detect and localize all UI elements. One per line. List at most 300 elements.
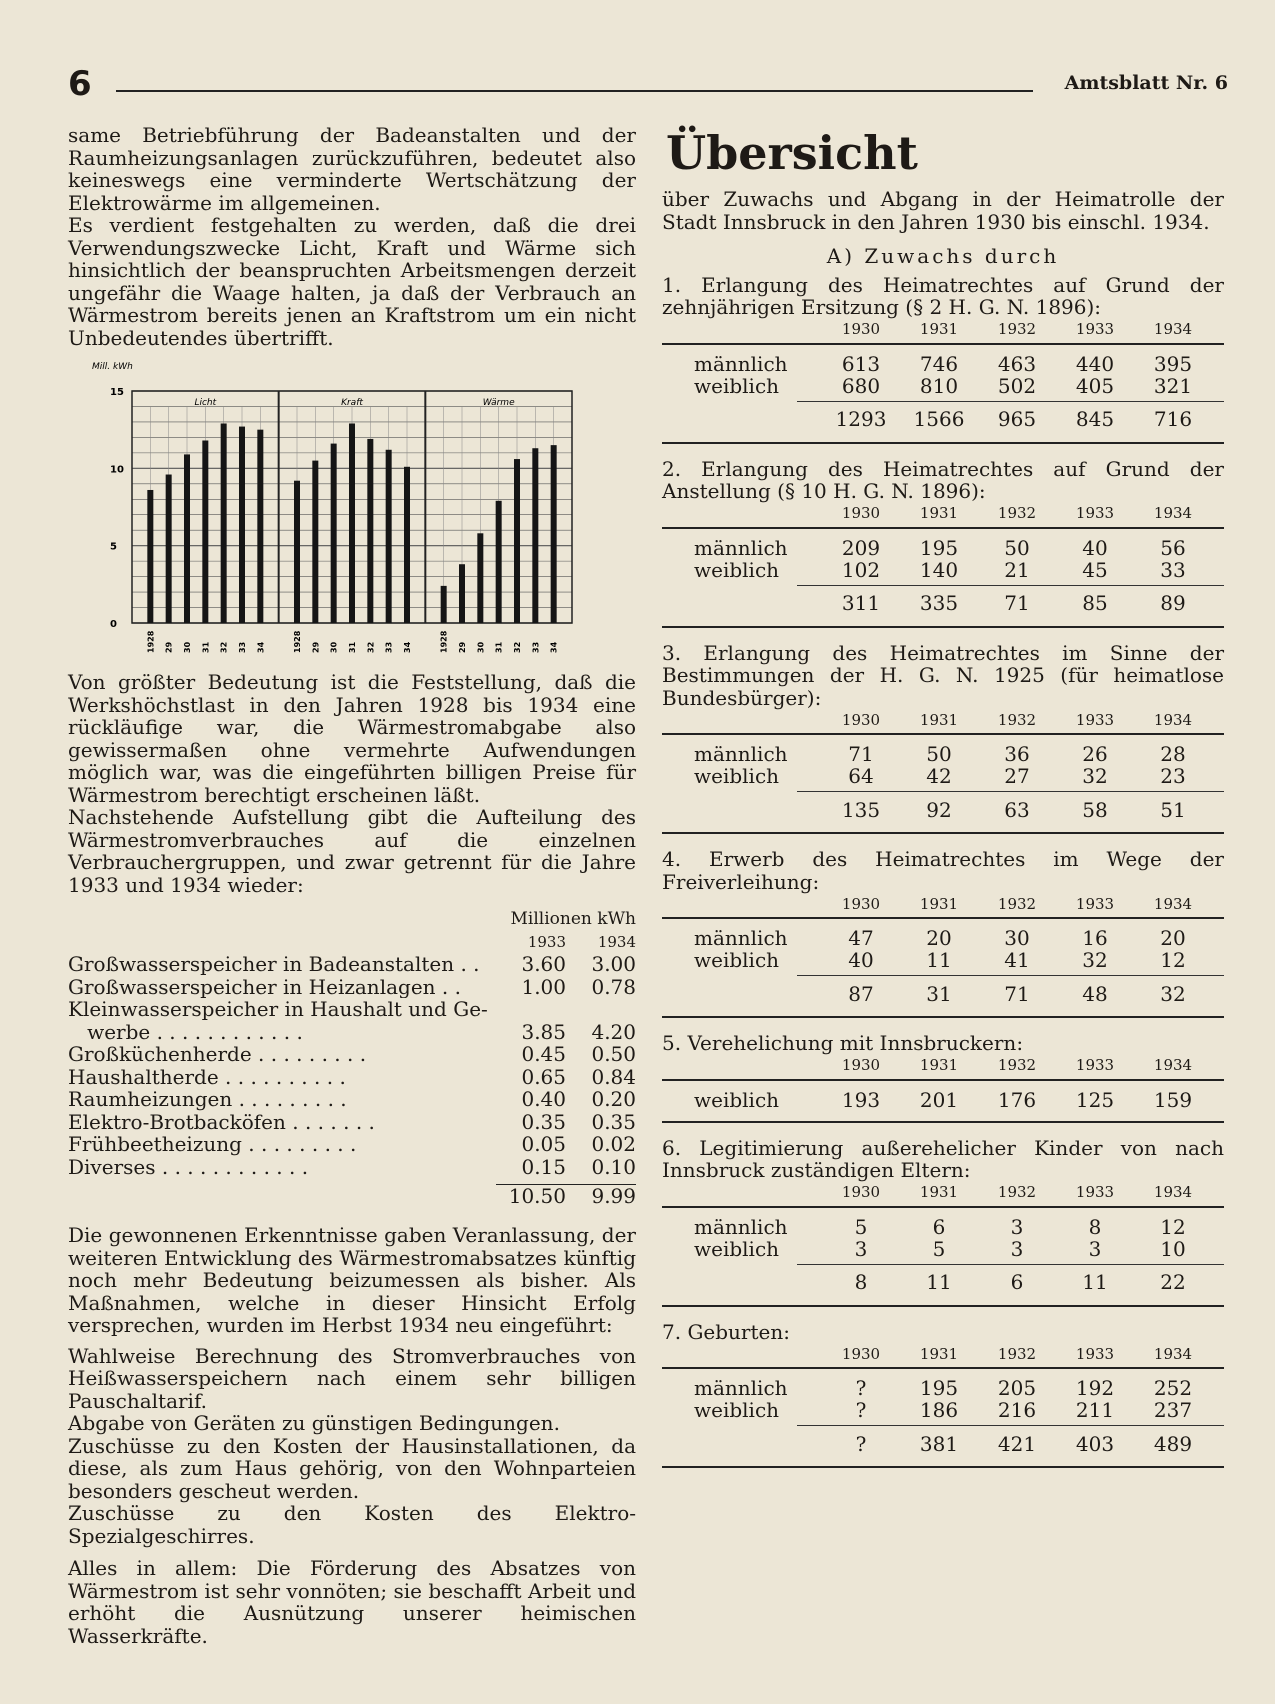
rule <box>797 401 1224 402</box>
paragraph: Nachstehende Aufstellung gibt die Aufteilung des Wärmestromverbrauches auf die einzelnen Verbrauchergruppen, und zwar getrennt für die Jahre 1933 und 1934 wieder: <box>68 805 636 897</box>
row-label: Großwasserspeicher in Badeanstalten . . <box>68 953 480 976</box>
value-cell: 502 <box>997 373 1037 398</box>
section-1 <box>662 274 1224 444</box>
value-cell: 195 <box>919 1376 959 1400</box>
row-label: weiblich <box>694 373 780 398</box>
row-label: weiblich <box>694 557 780 582</box>
value-cell: 26 <box>1082 742 1108 766</box>
row-label: werbe . . . . . . . . . . . . <box>68 1020 303 1043</box>
row-label: Raumheizungen . . . . . . . . . <box>68 1088 347 1111</box>
year-label: 1931 <box>919 894 959 913</box>
bar-Wärme-1928 <box>441 586 447 623</box>
year-label: 1934 <box>1153 1344 1193 1363</box>
value-cell: 20 <box>1160 926 1186 950</box>
y-tick-label: 10 <box>110 464 124 476</box>
value-cell: 40 <box>1082 535 1108 560</box>
total-1933: 10.50 <box>496 1184 566 1210</box>
value-cell: 186 <box>919 1398 959 1422</box>
paragraph: Zuschüsse zu den Kosten des Elektro-Spezialgeschirres. <box>68 1501 636 1548</box>
value-cell: 403 <box>1075 1431 1115 1456</box>
year-label: 1934 <box>1153 1183 1193 1202</box>
value-cell: 32 <box>1082 764 1108 788</box>
value-cell: 47 <box>848 926 874 950</box>
row-label: weiblich <box>694 1236 780 1261</box>
row-value <box>496 998 566 1021</box>
x-tick-label: 31 <box>494 641 504 653</box>
table-row <box>68 1043 636 1066</box>
value-cell: 3 <box>1088 1236 1102 1261</box>
x-tick-label: 1928 <box>146 630 156 653</box>
rule <box>662 733 1224 735</box>
section-a-heading: A) Zuwachs durch <box>826 244 1060 268</box>
value-cell: 28 <box>1160 742 1186 766</box>
section-separator <box>662 626 1224 628</box>
row-label: Frühbeetheizung . . . . . . . . . <box>68 1133 357 1156</box>
row-label: männlich <box>694 1376 788 1400</box>
rule <box>662 1367 1224 1369</box>
value-cell: 205 <box>997 1376 1037 1400</box>
value-cell: 3 <box>1010 1236 1024 1261</box>
value-cell: 50 <box>1004 535 1030 560</box>
year-label: 1932 <box>997 1056 1037 1075</box>
year-label: 1934 <box>1153 504 1193 523</box>
section-3 <box>662 642 1224 835</box>
year-label: 1930 <box>841 1056 881 1075</box>
value-cell: 193 <box>841 1087 881 1112</box>
paragraph: Es verdient festgehalten zu werden, daß die drei Verwendungszwecke Licht, Kraft und Wärme sich hinsichtlich der beanspruchten Arbeitsmengen derzeit ungefähr die Waage halten, ja daß der Verbrauch an Wärmestrom bereits jenen an Kraftstrom um ein nicht Unbedeutendes übertrifft. <box>68 213 636 350</box>
journal-name: Amtsblatt Nr. 6 <box>1064 72 1228 94</box>
year-label: 1932 <box>997 710 1037 729</box>
table-row <box>68 1066 636 1089</box>
consumption-rows <box>68 953 636 1178</box>
value-cell: 16 <box>1082 926 1108 950</box>
x-tick-label: 33 <box>384 641 394 653</box>
value-cell: 5 <box>854 1214 868 1239</box>
row-value: 1.00 <box>521 974 566 999</box>
x-tick-label: 34 <box>549 641 559 653</box>
x-tick-label: 29 <box>458 641 467 653</box>
section-7 <box>662 1321 1224 1469</box>
value-cell: 87 <box>848 981 874 1006</box>
year-header <box>662 893 1224 915</box>
year-label: 1930 <box>841 710 881 729</box>
year-label: 1934 <box>1153 710 1193 729</box>
row-female <box>662 765 1224 787</box>
value-cell: 71 <box>848 742 874 766</box>
year-label: 1932 <box>997 894 1037 913</box>
value-cell: 33 <box>1160 557 1186 582</box>
bar-Licht-34 <box>257 430 263 623</box>
value-cell: 209 <box>841 535 881 560</box>
row-label: männlich <box>694 1214 788 1239</box>
value-cell: 63 <box>1004 797 1030 822</box>
section-4 <box>662 848 1224 1018</box>
section-heading: 5. Verehelichung mit Innsbruckern: <box>662 1031 1024 1055</box>
year-label: 1931 <box>919 504 959 523</box>
year-1933: 1933 <box>527 932 566 951</box>
value-cell: 216 <box>997 1398 1037 1422</box>
value-cell: 195 <box>919 535 959 560</box>
value-cell: 6 <box>932 1214 946 1239</box>
header-rule <box>116 90 1033 92</box>
row-male <box>662 1216 1224 1238</box>
value-cell: 6 <box>1010 1270 1024 1295</box>
value-cell: 12 <box>1160 1214 1186 1239</box>
value-cell: 192 <box>1075 1376 1115 1400</box>
row-value: 0.65 <box>521 1064 566 1089</box>
section-separator <box>662 1121 1224 1123</box>
row-value: 0.50 <box>591 1042 636 1066</box>
rule <box>662 527 1224 529</box>
paragraph: same Betriebführung der Badeanstalten und der Raumheizungsanlagen zurückzuführen, bedeutet also keineswegs eine verminderte Wertschätzung der Elektrowärme im allgemeinen. <box>68 123 636 215</box>
x-tick-label: 29 <box>164 641 174 653</box>
page-header <box>68 64 1228 104</box>
bar-Licht-30 <box>184 454 190 623</box>
total-1934: 9.99 <box>566 1184 636 1210</box>
x-tick-label: 1928 <box>439 630 449 653</box>
unit-label: Millionen kWh <box>510 909 636 929</box>
year-label: 1933 <box>1075 1344 1115 1363</box>
right-column <box>662 124 1224 1468</box>
row-male <box>662 353 1224 375</box>
x-tick-label: 29 <box>311 641 321 653</box>
value-cell: 51 <box>1160 797 1186 822</box>
bar-Licht-31 <box>202 440 208 623</box>
year-header <box>662 1182 1224 1204</box>
value-cell: 85 <box>1082 591 1108 616</box>
year-header <box>662 319 1224 341</box>
x-tick-label: 30 <box>476 641 486 653</box>
row-label: männlich <box>694 535 788 560</box>
row-label: weiblich <box>694 1398 780 1422</box>
value-cell: 23 <box>1160 764 1186 788</box>
value-cell: 48 <box>1082 981 1108 1006</box>
year-label: 1934 <box>1153 894 1193 913</box>
value-cell: 12 <box>1160 948 1186 972</box>
row-label: männlich <box>694 926 788 950</box>
year-label: 1930 <box>841 320 881 339</box>
value-cell: 27 <box>1004 764 1030 788</box>
year-label: 1933 <box>1075 320 1115 339</box>
value-cell: 58 <box>1082 797 1108 822</box>
section-heading: 6. Legitimierung außerehelicher Kinder von nach Innsbruck zuständigen Eltern: <box>662 1135 1224 1182</box>
table-row <box>68 1111 636 1134</box>
value-cell: 463 <box>997 351 1037 376</box>
rule <box>662 1206 1224 1208</box>
value-cell: 45 <box>1082 557 1108 582</box>
rule <box>662 343 1224 345</box>
value-cell: 421 <box>997 1431 1037 1456</box>
year-label: 1933 <box>1075 710 1115 729</box>
value-cell: 11 <box>926 1270 952 1295</box>
sections <box>662 274 1224 1469</box>
value-cell: 1566 <box>913 407 965 432</box>
value-cell: 56 <box>1160 535 1186 560</box>
value-cell: 716 <box>1153 407 1193 432</box>
table-row <box>68 998 636 1021</box>
year-label: 1931 <box>919 1183 959 1202</box>
value-cell: 30 <box>1004 926 1030 950</box>
table-row <box>68 953 636 976</box>
section-2 <box>662 458 1224 628</box>
x-tick-label: 32 <box>366 641 376 653</box>
value-cell: 11 <box>1082 1270 1108 1295</box>
value-cell: 50 <box>926 742 952 766</box>
value-cell: 11 <box>926 948 952 972</box>
value-cell: 32 <box>1160 981 1186 1006</box>
row-value: 0.35 <box>521 1109 566 1134</box>
value-cell: 20 <box>926 926 952 950</box>
y-tick-label: 5 <box>110 541 117 553</box>
row-female <box>662 1399 1224 1421</box>
value-cell: 237 <box>1153 1398 1193 1422</box>
row-value: 0.02 <box>591 1132 636 1156</box>
row-value: 3.00 <box>591 952 636 976</box>
row-female <box>662 1238 1224 1260</box>
year-label: 1933 <box>1075 1183 1115 1202</box>
row-male <box>662 743 1224 765</box>
row-value: 3.60 <box>521 952 566 976</box>
chart-svg <box>92 361 592 661</box>
section-heading: 7. Geburten: <box>662 1319 790 1344</box>
year-label: 1931 <box>919 1056 959 1075</box>
row-value: 4.20 <box>591 1019 636 1044</box>
page-title: Übersicht <box>666 126 918 180</box>
value-cell: 8 <box>854 1270 868 1295</box>
value-cell: 10 <box>1160 1236 1186 1261</box>
row-value: 3.85 <box>521 1019 566 1044</box>
year-label: 1934 <box>1153 1056 1193 1075</box>
row-value: 0.78 <box>591 974 636 999</box>
row-value <box>566 998 636 1021</box>
table-row <box>68 1133 636 1156</box>
rule <box>662 1079 1224 1081</box>
paragraph: Zuschüsse zu den Kosten der Hausinstallationen, da diese, als zum Haus gehörig, von den Wohnparteien besonders gescheut werden. <box>68 1433 636 1503</box>
rule <box>797 1264 1224 1265</box>
row-label: männlich <box>694 351 788 376</box>
row-value: 0.45 <box>521 1042 566 1066</box>
row-label: Kleinwasserspeicher in Haushalt und Ge- <box>68 998 488 1021</box>
bar-Licht-1928 <box>147 490 153 623</box>
x-tick-label: 30 <box>183 641 192 653</box>
table-row <box>68 1021 636 1044</box>
y-axis-label: Mill. kWh <box>92 362 133 372</box>
x-tick-label: 33 <box>238 641 247 653</box>
value-cell: 71 <box>1004 591 1030 616</box>
bar-Wärme-31 <box>496 501 502 623</box>
paragraph: Von größter Bedeutung ist die Feststellung, daß die Werkshöchstlast in den Jahren 1928 bis 1934 eine rückläufige war, die Wärmestromabgabe also gewissermaßen ohne vermehrte Aufwendungen möglich war, was die eingeführten billigen Preise für Wärmestrom berechtigt erscheinen läßt. <box>68 670 636 807</box>
x-tick-label: 1928 <box>293 630 302 653</box>
x-tick-label: 33 <box>531 641 541 653</box>
row-male <box>662 927 1224 949</box>
value-cell: 89 <box>1160 591 1186 616</box>
row-label: weiblich <box>694 764 780 788</box>
value-cell: 746 <box>919 351 959 376</box>
y-tick-label: 15 <box>110 387 124 398</box>
value-cell: 42 <box>926 764 952 788</box>
paragraph: Die gewonnenen Erkenntnisse gaben Veranlassung, der weiteren Entwicklung des Wärmestromabsatzes künftig noch mehr Bedeutung beizumessen als bisher. Als Maßnahmen, welche in dieser Hinsicht Erfolg versprechen, wurden im Herbst 1934 neu eingeführt: <box>68 1223 636 1337</box>
rule <box>797 975 1224 976</box>
bar-Wärme-33 <box>532 448 538 623</box>
row-label: weiblich <box>694 948 780 972</box>
value-cell: 405 <box>1075 373 1115 398</box>
bar-Licht-33 <box>239 427 245 623</box>
row-total <box>662 798 1224 822</box>
value-cell: 201 <box>919 1087 959 1112</box>
value-cell: 810 <box>919 373 959 398</box>
rule <box>797 1425 1224 1426</box>
value-cell: 311 <box>841 591 881 616</box>
row-male <box>662 537 1224 559</box>
row-value: 0.40 <box>521 1087 566 1111</box>
year-header <box>662 503 1224 525</box>
row-total <box>662 982 1224 1006</box>
section-separator <box>662 1016 1224 1018</box>
year-header <box>662 1343 1224 1365</box>
bar-Wärme-30 <box>477 533 483 623</box>
row-value: 0.35 <box>591 1109 636 1134</box>
x-tick-label: 32 <box>219 641 229 653</box>
section-6 <box>662 1137 1224 1307</box>
consumption-bar-chart <box>92 361 592 661</box>
row-value: 0.05 <box>521 1132 566 1156</box>
value-cell: 965 <box>997 407 1037 432</box>
rule <box>797 585 1224 586</box>
row-label: Großwasserspeicher in Heizanlagen . . <box>68 975 461 998</box>
row-label: Elektro-Brotbacköfen . . . . . . . <box>68 1110 375 1133</box>
year-label: 1932 <box>997 320 1037 339</box>
value-cell: 3 <box>854 1236 868 1261</box>
value-cell: 8 <box>1088 1214 1102 1239</box>
table-row <box>68 976 636 999</box>
bar-Wärme-34 <box>551 445 557 623</box>
value-cell: 40 <box>848 948 874 972</box>
value-cell: 680 <box>841 373 881 398</box>
row-label: Großküchenherde . . . . . . . . . <box>68 1043 367 1066</box>
row-male <box>662 1377 1224 1399</box>
value-cell: 71 <box>1004 981 1030 1006</box>
row-value: 0.84 <box>591 1064 636 1089</box>
value-cell: 31 <box>926 981 952 1006</box>
consumption-table <box>68 908 636 1210</box>
bar-Wärme-32 <box>514 459 520 623</box>
bar-Kraft-31 <box>349 423 355 623</box>
row-total <box>662 1432 1224 1456</box>
bar-Kraft-29 <box>312 461 318 623</box>
x-tick-label: 30 <box>329 641 339 653</box>
year-label: 1930 <box>841 894 881 913</box>
section-heading: 1. Erlangung des Heimatrechtes auf Grund der zehnjährigen Ersitzung (§ 2 H. G. N. 1896): <box>662 272 1224 319</box>
value-cell: 381 <box>919 1431 959 1456</box>
year-label: 1932 <box>997 1344 1037 1363</box>
bar-Licht-32 <box>221 423 227 623</box>
year-header <box>662 1055 1224 1077</box>
rule <box>797 791 1224 792</box>
section-heading: 2. Erlangung des Heimatrechtes auf Grund der Anstellung (§ 10 H. G. N. 1896): <box>662 456 1224 503</box>
value-cell: 32 <box>1082 948 1108 972</box>
year-label: 1933 <box>1075 504 1115 523</box>
value-cell: ? <box>855 1376 867 1400</box>
row-value: 0.15 <box>521 1154 566 1179</box>
paragraph: Abgabe von Geräten zu günstigen Bedingungen. <box>68 1411 560 1435</box>
value-cell: 22 <box>1160 1270 1186 1295</box>
page-number: 6 <box>68 64 92 104</box>
value-cell: 159 <box>1153 1087 1193 1112</box>
section-heading: 4. Erwerb des Heimatrechtes im Wege der Freiverleihung: <box>662 847 1224 894</box>
row-total <box>662 1271 1224 1295</box>
value-cell: 125 <box>1075 1087 1115 1112</box>
value-cell: 252 <box>1153 1376 1193 1400</box>
year-label: 1930 <box>841 1183 881 1202</box>
value-cell: 92 <box>926 797 952 822</box>
legend-label-2: Wärme <box>482 398 515 408</box>
table-row <box>68 1156 636 1179</box>
value-cell: ? <box>855 1431 867 1456</box>
bar-Kraft-34 <box>404 467 410 623</box>
value-cell: 845 <box>1075 407 1115 432</box>
table-row <box>68 1088 636 1111</box>
paragraph: Wahlweise Berechnung des Stromverbrauches von Heißwasserspeichern nach einem sehr billigen Pauschaltarif. <box>68 1343 636 1413</box>
rule <box>662 917 1224 919</box>
bar-Wärme-29 <box>459 564 465 623</box>
year-header <box>662 709 1224 731</box>
x-tick-label: 34 <box>403 641 412 653</box>
x-tick-label: 31 <box>348 641 357 653</box>
section-separator <box>662 1305 1224 1307</box>
table-total-row <box>68 1184 636 1210</box>
year-label: 1931 <box>919 710 959 729</box>
legend-label-1: Kraft <box>341 398 363 408</box>
bar-Kraft-1928 <box>294 481 300 623</box>
value-cell: 135 <box>841 797 881 822</box>
year-label: 1931 <box>919 1344 959 1363</box>
section-separator <box>662 1466 1224 1468</box>
row-label: Haushaltherde . . . . . . . . . . <box>68 1065 346 1088</box>
year-label: 1930 <box>841 1344 881 1363</box>
year-label: 1931 <box>919 320 959 339</box>
legend-label-0: Licht <box>194 398 217 408</box>
bar-Kraft-30 <box>331 444 337 623</box>
row-label: weiblich <box>694 1087 780 1112</box>
value-cell: 489 <box>1153 1431 1193 1456</box>
value-cell: 440 <box>1075 351 1115 376</box>
value-cell: 5 <box>932 1236 946 1261</box>
row-total <box>662 592 1224 616</box>
value-cell: 1293 <box>835 407 887 432</box>
value-cell: 64 <box>848 764 874 788</box>
value-cell: 3 <box>1010 1214 1024 1239</box>
row-total <box>662 408 1224 432</box>
row-value: 0.10 <box>591 1154 636 1179</box>
year-label: 1934 <box>1153 320 1193 339</box>
section-separator <box>662 442 1224 444</box>
year-label: 1932 <box>997 1183 1037 1202</box>
table-header <box>68 931 636 954</box>
bar-Kraft-32 <box>367 439 373 623</box>
value-cell: 102 <box>841 557 881 582</box>
year-label: 1933 <box>1075 1056 1115 1075</box>
row-female <box>662 559 1224 581</box>
year-label: 1930 <box>841 504 881 523</box>
row-label: männlich <box>694 742 788 766</box>
value-cell: 36 <box>1004 742 1030 766</box>
section-5 <box>662 1032 1224 1123</box>
year-label: 1933 <box>1075 894 1115 913</box>
value-cell: 41 <box>1004 948 1030 972</box>
subtitle: über Zuwachs und Abgang in der Heimatrolle der Stadt Innsbruck in den Jahren 1930 bis einschl. 1934. <box>662 187 1224 234</box>
x-tick-label: 31 <box>201 641 211 653</box>
y-tick-label: 0 <box>110 619 117 630</box>
